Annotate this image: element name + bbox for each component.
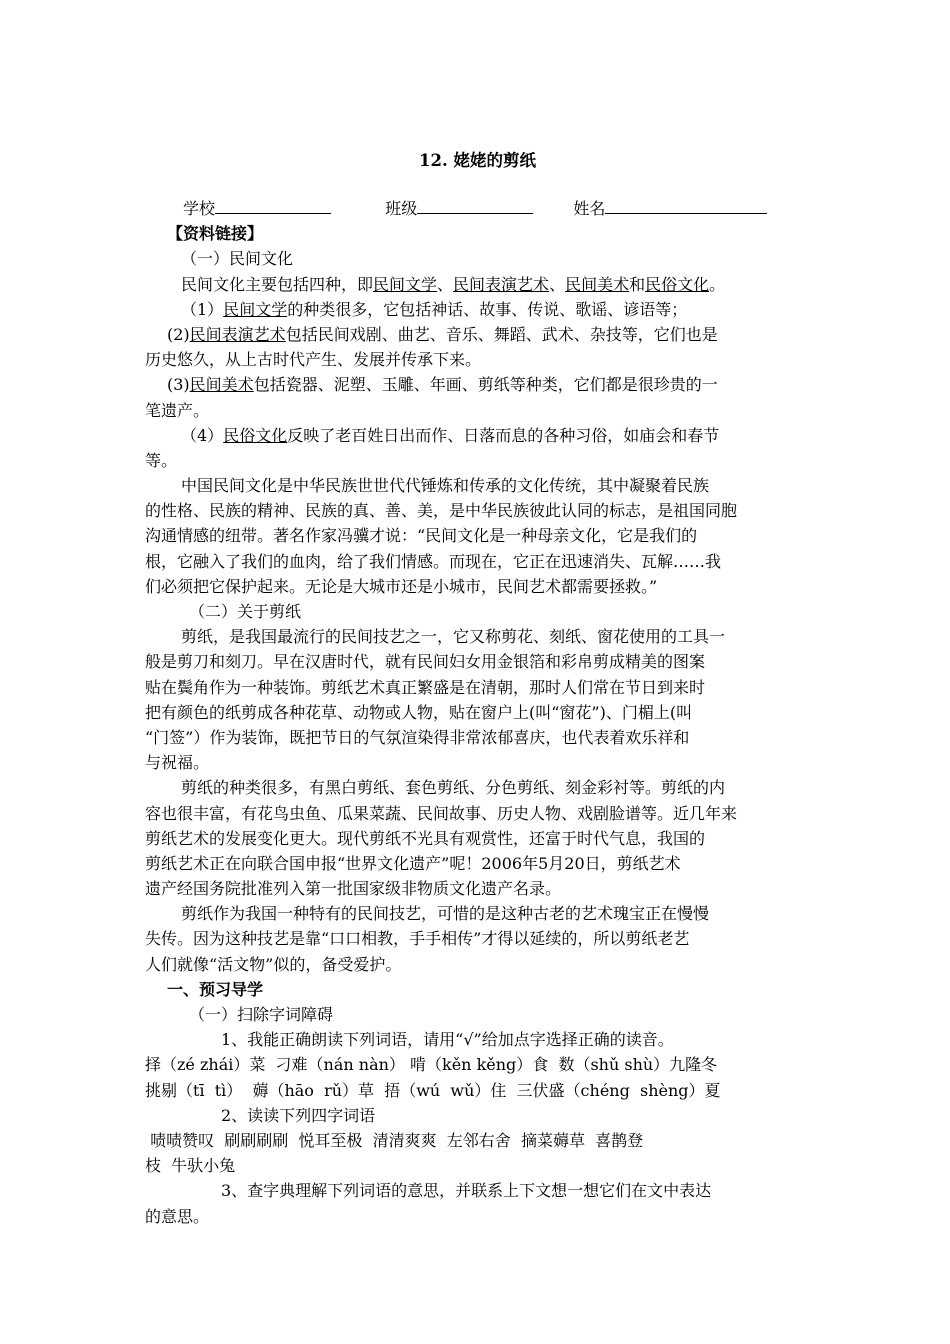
item-4-cont: 等。 <box>145 450 178 470</box>
idiom-row: 啧啧赞叹 刷刷刷刷 悦耳至极 清清爽爽 左邻右舍 摘菜薅草 喜鹊登 <box>145 1130 644 1150</box>
paragraph-line: 剪纸的种类很多，有黑白剪纸、套色剪纸、分色剪纸、刻金彩衬等。剪纸的内 <box>181 778 726 798</box>
item-text: 包括民间戏剧、曲艺、音乐、舞蹈、武术、杂技等，它们也是 <box>285 324 718 344</box>
section-preview-heading: 一、预习导学 <box>167 979 264 999</box>
paragraph-line: 失传。因为这种技艺是靠“口口相教，手手相传”才得以延续的，所以剪纸老艺 <box>145 929 690 949</box>
item-term: 民间美术 <box>189 375 254 395</box>
item-4 <box>145 423 810 448</box>
item-2-cont: 历史悠久，从上古时代产生、发展并传承下来。 <box>145 350 482 370</box>
item-text: 的种类很多，它包括神话、故事、传说、歌谣、谚语等； <box>287 299 688 319</box>
item-number: (2) <box>167 324 190 344</box>
item-3 <box>145 372 810 397</box>
paragraph-line: 沟通情感的纽带。著名作家冯骥才说：“民间文化是一种母亲文化，它是我们的 <box>145 526 698 546</box>
document-page <box>145 146 810 1229</box>
item-2 <box>145 322 810 347</box>
item-term: 民间表演艺术 <box>189 324 286 344</box>
student-info-form <box>145 196 810 221</box>
pinyin-row: 挑剔（tī tì） 薅（hāo rǔ）草 捂（wú wǔ）住 三伏盛（chéng shèng）夏 <box>145 1080 721 1100</box>
paragraph-line: 剪纸艺术正在向联合国申报“世界文化遗产”呢！2006年5月20日，剪纸艺术 <box>145 853 681 873</box>
paragraph-line: 贴在鬓角作为一种装饰。剪纸艺术真正繁盛是在清朝，那时人们常在节日到来时 <box>145 677 706 697</box>
intro-sep: 、 <box>549 274 566 294</box>
paragraph-line: 与祝福。 <box>145 753 210 773</box>
intro-end: 。 <box>709 274 726 294</box>
term-folk-performance: 民间表演艺术 <box>453 274 550 294</box>
item-number: （1） <box>181 299 224 319</box>
item-3-cont: 笔遗产。 <box>145 400 210 420</box>
name-blank[interactable] <box>605 196 767 214</box>
class-blank[interactable] <box>417 196 533 214</box>
intro-conj: 和 <box>629 274 646 294</box>
item-1 <box>145 297 810 322</box>
paragraph-line: 人们就像“活文物”似的，备受爱护。 <box>145 954 402 974</box>
paragraph-line: 的性格、民族的精神、民族的真、善、美，是中华民族彼此认同的标志，是祖国同胞 <box>145 501 738 521</box>
paragraph-line: 剪纸作为我国一种特有的民间技艺，可惜的是这种古老的艺术瑰宝正在慢慢 <box>181 904 710 924</box>
item-text: 包括瓷器、泥塑、玉雕、年画、剪纸等种类，它们都是很珍贵的一 <box>253 375 718 395</box>
paragraph-line: 中国民间文化是中华民族世世代代锤炼和传承的文化传统，其中凝聚着民族 <box>181 476 710 496</box>
paragraph-line: 剪纸艺术的发展变化更大。现代剪纸不光具有观赏性，还富于时代气息，我国的 <box>145 828 706 848</box>
term-folk-literature: 民间文学 <box>373 274 438 294</box>
question-3: 3、查字典理解下列词语的意思，并联系上下文想一想它们在文中表达 <box>221 1181 712 1201</box>
item-number: (3) <box>167 375 190 395</box>
paragraph-line: 们必须把它保护起来。无论是大城市还是小城市，民间艺术都需要拯救。” <box>145 576 658 596</box>
subsection-word-barriers: （一）扫除字词障碍 <box>189 1005 334 1024</box>
document-title: 12. 姥姥的剪纸 <box>419 151 536 170</box>
paragraph-line: 般是剪刀和刻刀。早在汉唐时代，就有民间妇女用金银箔和彩帛剪成精美的图案 <box>145 652 706 672</box>
school-label: 学校 <box>183 199 216 218</box>
subsection-folk-culture: （一）民间文化 <box>181 249 294 269</box>
school-blank[interactable] <box>215 196 331 214</box>
subsection-papercut: （二）关于剪纸 <box>189 602 302 621</box>
paragraph-line: 剪纸，是我国最流行的民间技艺之一，它又称剪花、刻纸、窗花使用的工具一 <box>181 627 726 647</box>
pinyin-row: 择（zé zhái）菜 刁难（nán nàn） 啃（kěn kěng）食 数（shǔ shù）九隆冬 <box>145 1055 718 1075</box>
idiom-row: 枝 牛驮小兔 <box>145 1156 236 1176</box>
intro-text: 民间文化主要包括四种，即 <box>181 274 374 294</box>
question-2: 2、读读下列四字词语 <box>221 1105 376 1125</box>
intro-sep: 、 <box>437 274 454 294</box>
paragraph-line: 容也很丰富，有花鸟虫鱼、瓜果菜蔬、民间故事、历史人物、戏剧脸谱等。近几年来 <box>145 803 738 823</box>
item-term: 民俗文化 <box>223 425 288 445</box>
intro-paragraph <box>145 272 810 297</box>
paragraph-line: “门签”）作为装饰，既把节日的气氛渲染得非常浓郁喜庆，也代表着欢乐祥和 <box>145 727 690 747</box>
class-label: 班级 <box>385 199 418 218</box>
paragraph-line: 把有颜色的纸剪成各种花草、动物或人物，贴在窗户上(叫“窗花”)、门楣上(叫 <box>145 702 693 722</box>
item-text: 反映了老百姓日出而作、日落而息的各种习俗，如庙会和春节 <box>287 425 720 445</box>
question-1: 1、我能正确朗读下列词语，请用“√”给加点字选择正确的读音。 <box>221 1030 674 1050</box>
term-folk-art: 民间美术 <box>565 274 630 294</box>
question-3-cont: 的意思。 <box>145 1206 210 1226</box>
paragraph-line: 遗产经国务院批准列入第一批国家级非物质文化遗产名录。 <box>145 879 562 899</box>
name-label: 姓名 <box>573 199 606 218</box>
term-folk-custom: 民俗文化 <box>645 274 710 294</box>
item-number: （4） <box>181 425 224 445</box>
paragraph-line: 根，它融入了我们的血肉，给了我们情感。而现在，它正在迅速消失、瓦解……我 <box>145 551 722 571</box>
item-term: 民间文学 <box>223 299 288 319</box>
section-resources-heading: 【资料链接】 <box>167 224 264 244</box>
